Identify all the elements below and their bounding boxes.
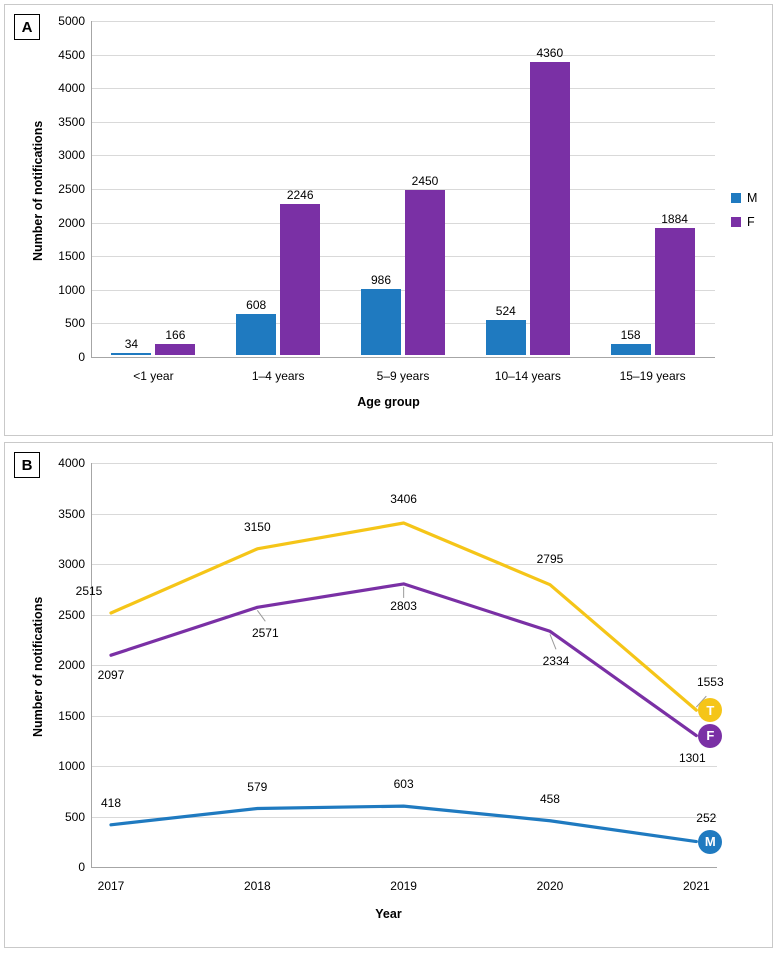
gridline-a xyxy=(91,189,715,190)
y-tick-a: 3500 xyxy=(58,114,85,129)
y-tick-a: 500 xyxy=(64,316,85,331)
x-tick-b: 2017 xyxy=(97,879,125,893)
end-marker-t: T xyxy=(698,698,722,722)
y-axis-title-b: Number of notifications xyxy=(31,596,45,737)
x-tick-a: 15–19 years xyxy=(619,369,686,383)
line-t xyxy=(111,523,696,710)
point-value-label: 2334 xyxy=(542,654,570,669)
bar-m-1 xyxy=(236,314,276,355)
bar-m-3 xyxy=(486,320,526,355)
y-tick-b: 1000 xyxy=(58,759,85,773)
x-tick-b: 2021 xyxy=(682,879,710,893)
point-value-label: 2515 xyxy=(75,583,103,598)
legend-label-m: M xyxy=(747,191,758,205)
gridline-a xyxy=(91,323,715,324)
point-value-label: 603 xyxy=(393,777,414,792)
end-marker-m: M xyxy=(698,830,722,854)
y-tick-a: 4000 xyxy=(58,81,85,96)
gridline-a xyxy=(91,155,715,156)
bar-value-label: 986 xyxy=(370,272,392,287)
gridline-a xyxy=(91,88,715,89)
panel-b-plot xyxy=(5,443,772,947)
point-value-label: 579 xyxy=(247,779,268,794)
y-tick-a: 1000 xyxy=(58,282,85,297)
y-tick-b: 1500 xyxy=(58,708,85,723)
gridline-a xyxy=(91,223,715,224)
legend-swatch-m xyxy=(731,193,741,203)
y-tick-b: 3500 xyxy=(58,506,85,521)
y-axis-line-a xyxy=(91,21,92,357)
panel-b xyxy=(4,442,773,948)
x-tick-a: 1–4 years xyxy=(251,369,305,383)
bar-value-label: 34 xyxy=(124,336,139,351)
y-tick-a: 1500 xyxy=(58,249,85,264)
line-series-svg xyxy=(5,443,777,949)
gridline-a xyxy=(91,357,715,358)
legend-swatch-f xyxy=(731,217,741,227)
legend-a xyxy=(731,191,757,239)
bar-m-4 xyxy=(611,344,651,355)
point-value-label: 252 xyxy=(696,810,717,825)
bar-m-2 xyxy=(361,289,401,355)
bar-value-label: 608 xyxy=(246,298,267,313)
point-value-label: 3150 xyxy=(243,519,271,534)
bar-value-label: 2450 xyxy=(411,174,439,189)
gridline-a xyxy=(91,290,715,291)
bar-value-label: 1884 xyxy=(661,212,688,227)
bar-m-0 xyxy=(111,353,151,355)
point-value-label: 458 xyxy=(539,791,560,806)
bar-f-3 xyxy=(530,62,570,355)
point-value-label: 2097 xyxy=(97,668,125,683)
point-value-label: 1553 xyxy=(696,675,724,690)
point-value-label: 2803 xyxy=(390,598,417,613)
x-axis-title-b: Year xyxy=(375,907,402,921)
bar-value-label: 4360 xyxy=(536,46,564,60)
y-tick-a: 5000 xyxy=(58,14,85,28)
bar-f-4 xyxy=(655,228,695,355)
y-tick-a: 2500 xyxy=(58,182,85,196)
bar-value-label: 166 xyxy=(165,327,186,342)
line-m xyxy=(111,806,696,841)
point-value-label: 1301 xyxy=(678,750,706,765)
point-value-label: 418 xyxy=(100,795,122,810)
label-leader-line xyxy=(257,610,265,621)
y-axis-title-a: Number of notifications xyxy=(31,120,45,261)
bar-f-2 xyxy=(405,190,445,355)
panel-b-tag: B xyxy=(14,452,40,478)
x-tick-a: <1 year xyxy=(133,369,174,383)
legend-item-m xyxy=(731,191,757,205)
y-tick-b: 500 xyxy=(64,809,85,824)
bar-value-label: 158 xyxy=(620,328,641,343)
x-tick-b: 2019 xyxy=(390,879,417,893)
y-tick-a: 3000 xyxy=(58,148,85,163)
y-tick-b: 4000 xyxy=(58,456,85,470)
legend-label-f: F xyxy=(747,215,755,229)
x-tick-b: 2020 xyxy=(536,879,564,893)
gridline-a xyxy=(91,256,715,257)
x-tick-a: 5–9 years xyxy=(376,369,430,383)
bar-value-label: 2246 xyxy=(286,188,314,203)
legend-item-f xyxy=(731,215,757,229)
gridline-a xyxy=(91,55,715,56)
bar-f-1 xyxy=(280,204,320,355)
x-tick-a: 10–14 years xyxy=(494,369,561,383)
y-tick-a: 2000 xyxy=(58,215,85,230)
x-tick-b: 2018 xyxy=(243,879,271,893)
panel-a-plot xyxy=(5,5,772,435)
x-axis-title-a: Age group xyxy=(357,395,420,409)
y-tick-b: 3000 xyxy=(58,557,85,571)
y-tick-b: 2000 xyxy=(58,658,85,672)
y-tick-b: 2500 xyxy=(58,607,85,622)
bar-value-label: 524 xyxy=(495,303,516,318)
y-tick-a: 0 xyxy=(78,350,85,364)
y-tick-b: 0 xyxy=(78,860,85,874)
y-tick-a: 4500 xyxy=(58,47,85,62)
panel-a-tag: A xyxy=(14,14,40,40)
point-value-label: 2571 xyxy=(251,626,279,641)
point-value-label: 3406 xyxy=(390,491,417,506)
bar-f-0 xyxy=(155,344,195,355)
point-value-label: 2795 xyxy=(536,551,564,566)
end-marker-f: F xyxy=(698,724,722,748)
panel-a xyxy=(4,4,773,436)
gridline-a xyxy=(91,21,715,22)
gridline-a xyxy=(91,122,715,123)
